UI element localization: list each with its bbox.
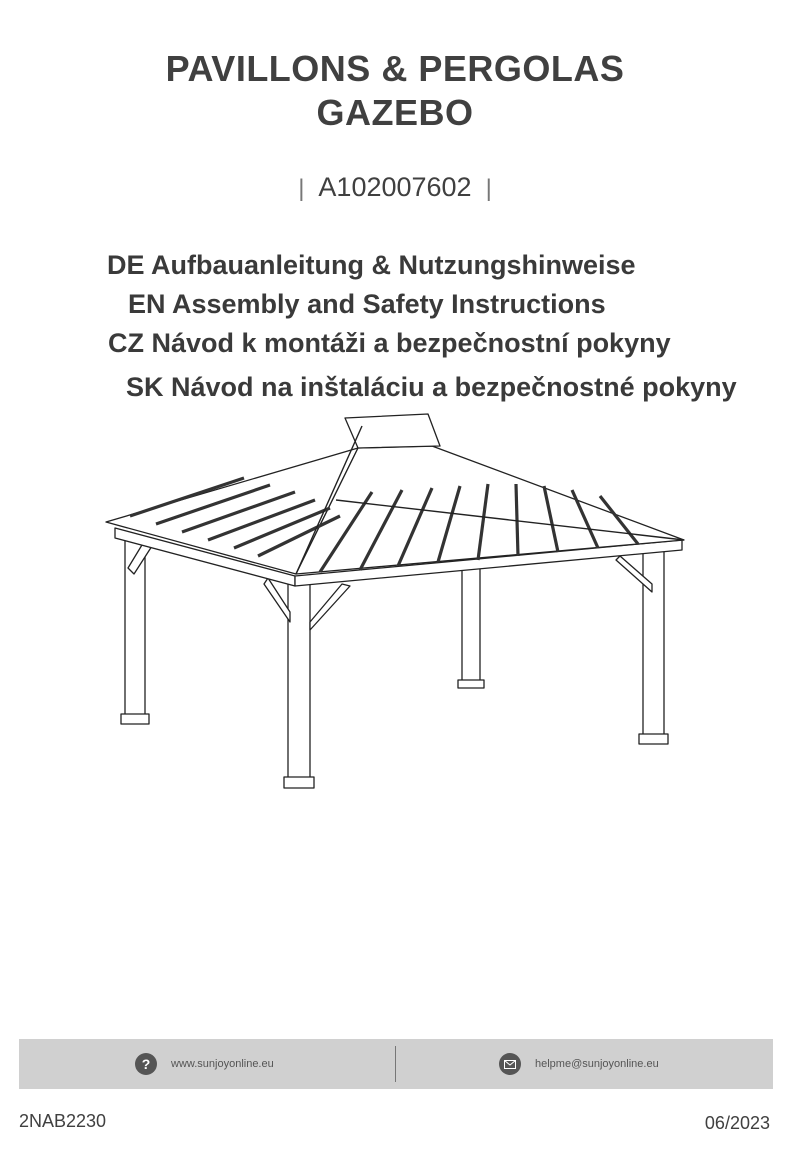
brace-front-right [310, 584, 350, 630]
separator-left: | [298, 175, 305, 202]
post-back-right [462, 565, 480, 685]
post-foot-back-right [458, 680, 484, 688]
gazebo-illustration [100, 405, 700, 805]
email-link[interactable]: helpme@sunjoyonline.eu [535, 1058, 659, 1070]
footer-email[interactable] [499, 1039, 659, 1089]
post-foot-left [121, 714, 149, 724]
post-front [288, 580, 310, 780]
model-number: A102007602 [318, 172, 472, 202]
document-code: 2NAB2230 [19, 1111, 107, 1131]
language-title-en: EN Assembly and Safety Instructions [128, 289, 606, 319]
separator-right: | [485, 175, 492, 202]
brace-front-left [264, 578, 290, 622]
post-foot-right [639, 734, 668, 744]
title-line-2: GAZEBO [316, 92, 474, 133]
language-title-cz: CZ Návod k montáži a bezpečnostní pokyny [108, 328, 671, 358]
help-icon: ? [135, 1053, 157, 1075]
footer-bar [19, 1039, 773, 1089]
post-right [643, 548, 664, 738]
title-line-1: PAVILLONS & PERGOLAS [165, 48, 625, 89]
footer-website[interactable] [135, 1039, 274, 1089]
language-title-sk: SK Návod na inštaláciu a bezpečnostné pokyny [126, 372, 737, 402]
document-date: 06/2023 [704, 1113, 770, 1133]
website-link[interactable]: www.sunjoyonline.eu [171, 1058, 274, 1070]
language-title-de: DE Aufbauanleitung & Nutzungshinweise [107, 250, 636, 280]
model-number-row [0, 172, 790, 203]
envelope-icon [499, 1053, 521, 1075]
footer-divider [395, 1046, 396, 1082]
post-foot-front [284, 777, 314, 788]
